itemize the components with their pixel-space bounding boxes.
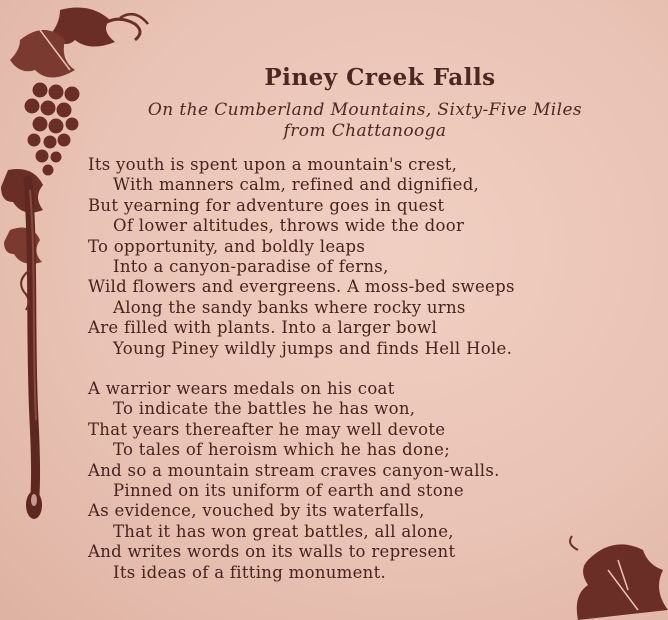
poem-line: Its youth is spent upon a mountain's crest,	[88, 155, 458, 174]
poem-subtitle	[80, 100, 650, 142]
poem-line: Wild flowers and evergreens. A moss-bed sweeps	[88, 277, 515, 297]
poem-line: Its ideas of a fitting monument.	[113, 562, 387, 582]
poem-line: Along the sandy banks where rocky urns	[113, 297, 466, 317]
poem-stanza-2	[88, 379, 648, 583]
poem-line: That years thereafter he may well devote	[88, 419, 446, 439]
poem-line: To tales of heroism which he has done;	[113, 440, 451, 460]
poem-line: To indicate the battles he has won,	[113, 399, 416, 419]
poem-line: Into a canyon-paradise of ferns,	[113, 257, 389, 277]
poem-title: Piney Creek Falls	[264, 64, 496, 91]
subtitle-line: On the Cumberland Mountains, Sixty-Five Miles	[147, 100, 583, 120]
poem-line: Pinned on its uniform of earth and stone	[113, 481, 464, 501]
poem-line: That it has won great battles, all alone,	[113, 521, 454, 541]
subtitle-line: from Chattanooga	[283, 121, 447, 141]
poem-line: But yearning for adventure goes in quest	[88, 195, 445, 215]
poem-line: Are filled with plants. Into a larger bowl	[88, 318, 438, 338]
poem-line: With manners calm, refined and dignified,	[113, 175, 480, 195]
poem-line: Young Piney wildly jumps and finds Hell Hole.	[113, 338, 513, 358]
poem-line: Of lower altitudes, throws wide the door	[113, 216, 465, 236]
poem-line: A warrior wears medals on his coat	[88, 379, 395, 398]
poem-line: As evidence, vouched by its waterfalls,	[88, 501, 425, 521]
poem-line: And writes words on its walls to represent	[88, 542, 456, 562]
poem-stanza-1	[88, 155, 648, 359]
poem-line: To opportunity, and boldly leaps	[88, 236, 366, 256]
poem-line: And so a mountain stream craves canyon-walls.	[88, 460, 500, 480]
